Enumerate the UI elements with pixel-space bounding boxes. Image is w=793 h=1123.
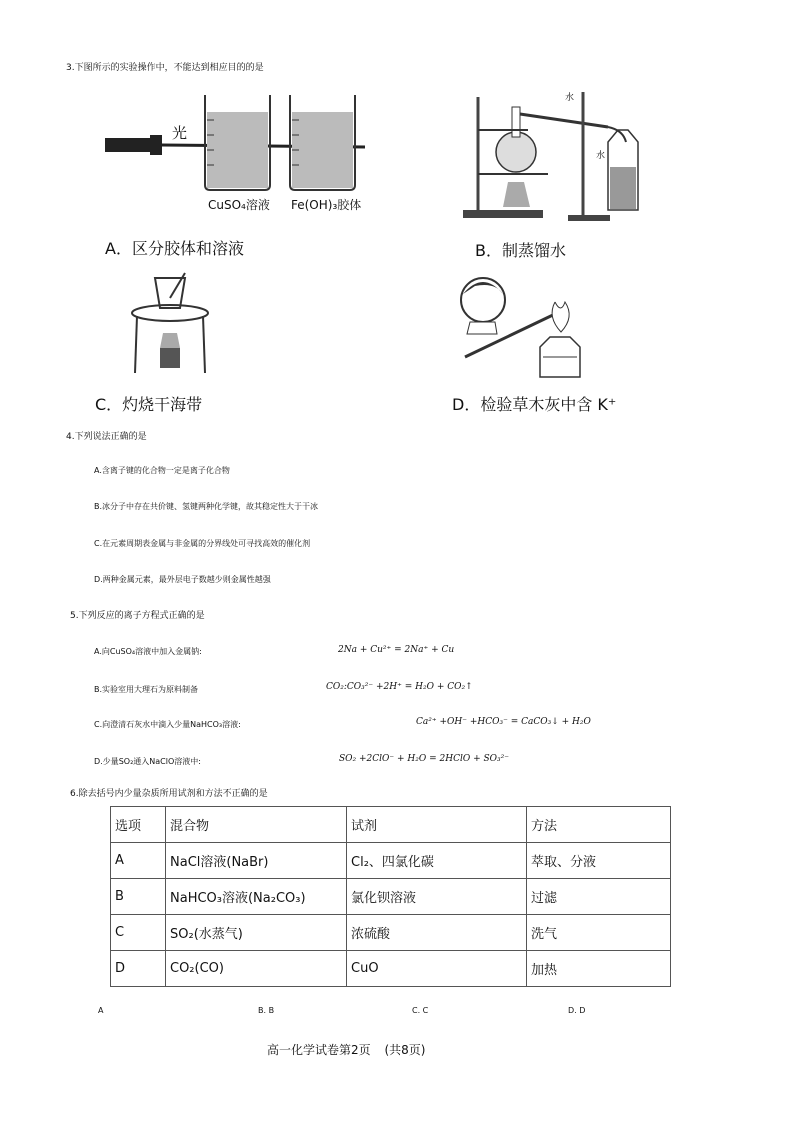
header-cell: 方法 [527,807,671,843]
table-cell: NaCl溶液(NaBr) [166,843,347,879]
cuso4-label: CuSO₄溶液 [208,198,270,212]
table-cell: SO₂(水蒸气) [166,915,347,951]
footer-total: (共8页) [384,1043,426,1057]
q5-option-b: B.实验室用大理石为原料制备 [94,685,199,694]
table-cell: 萃取、分液 [527,843,671,879]
q6-choice-d: D. D [568,1006,586,1015]
q5-equation-a: 2Na + Cu²⁺ = 2Na⁺ + Cu [338,645,455,655]
q5-option-a: A.向CuSO₄溶液中加入金属钠: [94,647,202,656]
person-shoulders [467,322,497,334]
flashlight-body [105,138,153,152]
table-cell: NaHCO₃溶液(Na₂CO₃) [166,879,347,915]
stand-base-left [463,210,543,218]
water-top-label: 水 [565,93,575,103]
q6-choice-b: B. B [258,1006,275,1015]
header-cell: 选项 [111,807,166,843]
flask [496,132,536,172]
table-cell: D [111,951,166,987]
header-cell: 混合物 [166,807,347,843]
crucible [155,278,185,308]
condenser [520,114,608,127]
burner [503,182,530,207]
left-liquid [207,112,268,188]
q6-table [110,806,671,987]
caption-c: C．灼烧干海带 [95,395,203,414]
table-cell: 洗气 [527,915,671,951]
water-side-label: 水 [596,151,606,161]
q4-option-d: D.两种金属元素，最外层电子数越少则金属性越强 [94,575,271,584]
q4-option-b: B.冰分子中存在共价键、氢键两种化学键，故其稳定性大于干冰 [94,502,319,511]
table-cell: B [111,879,166,915]
q6-choice-a: A [98,1006,104,1015]
footer-page: 高一化学试卷第2页 [267,1043,371,1057]
q5-equation-d: SO₂ +2ClO⁻ + H₂O = 2HClO + SO₃²⁻ [339,754,510,764]
q4-stem: 4.下列说法正确的是 [66,432,147,442]
q5-equation-b: CO₂:CO₃²⁻ +2H⁺ = H₂O + CO₂↑ [326,682,473,692]
caption-a: A．区分胶体和溶液 [105,239,244,258]
caption-d: D．检验草木灰中含 K⁺ [452,395,617,414]
q4-option-c: C.在元素周期表金属与非金属的分界线处可寻找高效的催化剂 [94,539,311,548]
q5-option-d: D.少量SO₂通入NaClO溶液中: [94,757,201,766]
table-cell: 加热 [527,951,671,987]
figure-b-distillation [458,82,643,222]
table-row [111,879,671,915]
light-label: 光 [172,124,188,142]
table-cell: Cl₂、四氯化碳 [347,843,527,879]
table-header-row [111,807,671,843]
table-row [111,915,671,951]
table-cell: C [111,915,166,951]
flame [552,302,569,332]
figure-d-flame-test [455,272,605,387]
stand-base-right [568,215,610,221]
flashlight-head [150,135,162,155]
caption-b: B．制蒸馏水 [475,241,566,260]
header-cell: 试剂 [347,807,527,843]
figure-c-crucible [125,268,215,380]
receiving-liquid [610,167,636,209]
q5-equation-c: Ca²⁺ +OH⁻ +HCO₃⁻ = CaCO₃↓ + H₂O [416,717,591,727]
table-cell: CO₂(CO) [166,951,347,987]
table-cell: 氯化钡溶液 [347,879,527,915]
right-liquid [292,112,353,188]
q6-stem: 6.除去括号内少量杂质所用试剂和方法不正确的是 [70,789,268,799]
feoh3-label: Fe(OH)₃胶体 [291,198,362,212]
burner-base [160,348,180,368]
table-cell: 过滤 [527,879,671,915]
q4-option-a: A.含离子键的化合物一定是离子化合物 [94,466,230,475]
table-cell: A [111,843,166,879]
table-cell: CuO [347,951,527,987]
burner [160,333,180,348]
q6-choice-c: C. C [412,1006,429,1015]
q5-option-c: C.向澄清石灰水中滴入少量NaHCO₃溶液: [94,720,241,729]
page-footer [267,1041,425,1058]
q3-stem: 3.下图所示的实验操作中，不能达到相应目的的是 [66,63,264,73]
q5-stem: 5.下列反应的离子方程式正确的是 [70,611,205,621]
table-row [111,951,671,987]
table-row [111,843,671,879]
table-cell: 浓硫酸 [347,915,527,951]
